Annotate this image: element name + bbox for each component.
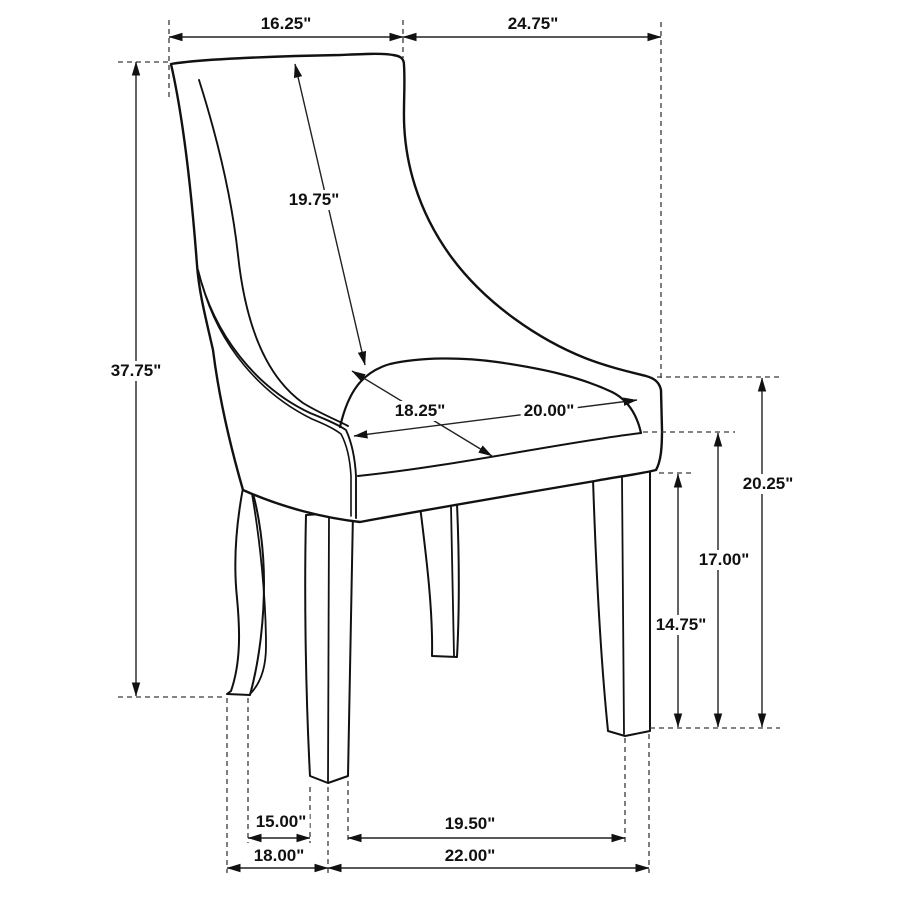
dim-label-seat-depth: 18.25" <box>392 401 449 421</box>
dim-label-overall-height: 37.75" <box>108 361 165 381</box>
dim-label-base-width: 22.00" <box>442 846 499 866</box>
dim-label-overall-depth: 24.75" <box>505 14 562 34</box>
chair-legs <box>227 471 650 783</box>
dim-label-arm-height: 20.25" <box>740 474 797 494</box>
dim-label-front-leg-span: 19.50" <box>442 814 499 834</box>
chair-body-outline <box>171 54 662 522</box>
dim-label-seat-width: 20.00" <box>521 401 578 421</box>
dim-label-leg-gap-side: 15.00" <box>253 812 310 832</box>
dim-label-leg-height: 14.75" <box>653 615 710 635</box>
dim-label-top-back-width: 16.25" <box>258 14 315 34</box>
dim-label-base-depth: 18.00" <box>251 846 308 866</box>
front-left-leg-face-line <box>328 517 329 782</box>
back-left-leg <box>227 488 264 695</box>
dim-label-seat-height: 17.00" <box>696 550 753 570</box>
dim-label-backrest-length: 19.75" <box>286 190 343 210</box>
